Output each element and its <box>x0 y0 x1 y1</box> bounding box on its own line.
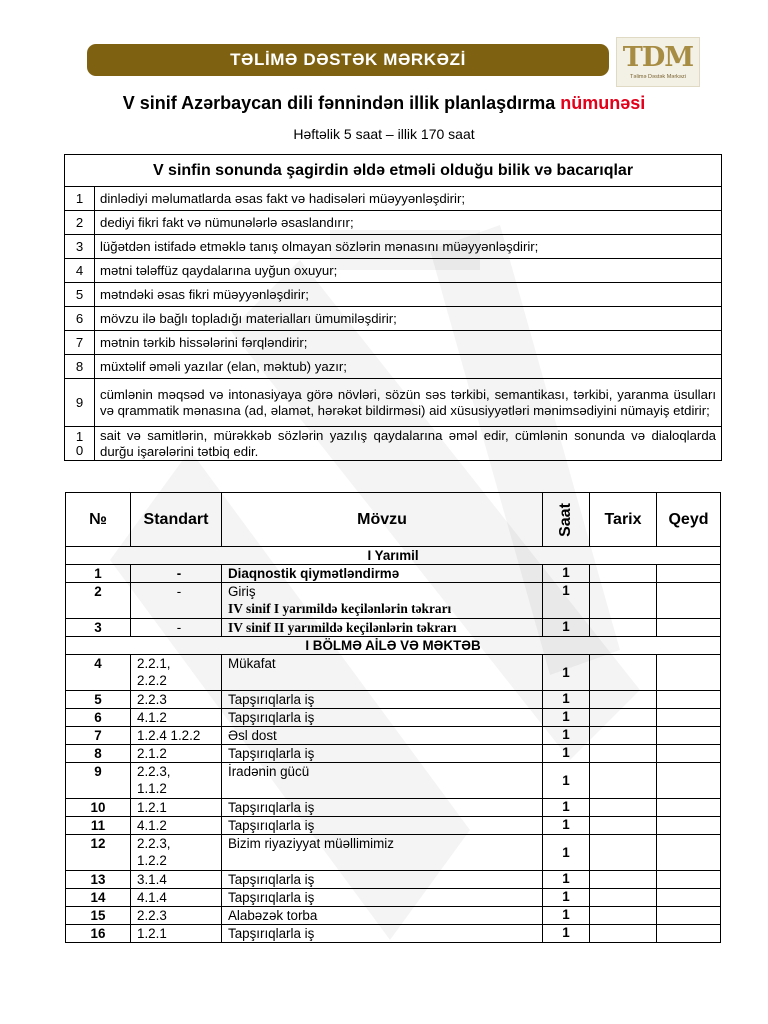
row-date <box>590 565 657 583</box>
outcome-text: cümlənin məqsəd və intonasiyaya görə növləri, sözün səs tərkibi, semantikası, tərkibi, yaranma üsulları və qrammatik mənasına (ad, əlamət, hərəkət bildirməsi) aid xüsusiyyətləri mənimsədiyini nümayiş etdirir; <box>95 379 722 427</box>
outcome-text: dinlədiyi məlumatlarda əsas fakt və hadisələri müəyyənləşdirir; <box>95 187 722 211</box>
row-topic: İradənin gücü <box>222 763 543 799</box>
logo <box>616 37 700 87</box>
row-standard: 3.1.4 <box>131 871 222 889</box>
outcome-text: dediyi fikri fakt və nümunələrlə əsaslandırır; <box>95 211 722 235</box>
row-number: 3 <box>66 619 131 637</box>
plan-header-row <box>66 493 721 547</box>
row-date <box>590 817 657 835</box>
row-hours: 1 <box>543 817 590 835</box>
row-date <box>590 709 657 727</box>
row-hours: 1 <box>543 691 590 709</box>
row-note <box>657 835 721 871</box>
row-note <box>657 925 721 943</box>
table-row <box>66 565 721 583</box>
row-date <box>590 835 657 871</box>
outcome-row <box>65 259 722 283</box>
row-note <box>657 691 721 709</box>
row-hours: 1 <box>543 619 590 637</box>
table-row <box>66 619 721 637</box>
row-standard: 1.2.1 <box>131 799 222 817</box>
table-row <box>66 907 721 925</box>
row-date <box>590 763 657 799</box>
row-topic: IV sinif II yarımildə keçilənlərin təkrarı <box>222 619 543 637</box>
page-title <box>0 93 768 114</box>
row-note <box>657 871 721 889</box>
row-note <box>657 727 721 745</box>
row-number: 10 <box>66 799 131 817</box>
title-highlight: nümunəsi <box>560 93 646 113</box>
header-hours-label: Saat <box>556 502 574 537</box>
section-title: I Yarımil <box>66 547 721 565</box>
row-topic <box>222 583 543 619</box>
page-subtitle: Həftəlik 5 saat – illik 170 saat <box>293 126 475 142</box>
row-note <box>657 907 721 925</box>
table-row <box>66 889 721 907</box>
outcome-text: mövzu ilə bağlı topladığı materialları ümumiləşdirir; <box>95 307 722 331</box>
outcome-row <box>65 379 722 427</box>
row-topic: Bizim riyaziyyat müəllimimiz <box>222 835 543 871</box>
row-standard-line: 2.2.3, <box>137 836 171 851</box>
table-row <box>66 583 721 619</box>
table-row <box>66 727 721 745</box>
table-row <box>66 655 721 691</box>
row-standard <box>131 655 222 691</box>
header-standard: Standart <box>131 493 222 547</box>
table-row <box>66 763 721 799</box>
outcome-row <box>65 307 722 331</box>
outcome-number <box>65 427 95 461</box>
row-date <box>590 925 657 943</box>
table-row <box>66 871 721 889</box>
row-number: 7 <box>66 727 131 745</box>
row-topic: Mükafat <box>222 655 543 691</box>
header-no: № <box>66 493 131 547</box>
row-number: 8 <box>66 745 131 763</box>
row-standard: 1.2.1 <box>131 925 222 943</box>
outcome-number: 2 <box>65 211 95 235</box>
row-topic: Tapşırıqlarla iş <box>222 889 543 907</box>
row-hours: 1 <box>543 925 590 943</box>
row-topic: Tapşırıqlarla iş <box>222 799 543 817</box>
outcome-text: müxtəlif əməli yazılar (elan, məktub) yazır; <box>95 355 722 379</box>
row-topic: Diaqnostik qiymətləndirmə <box>222 565 543 583</box>
row-number: 9 <box>66 763 131 799</box>
row-hours: 1 <box>543 565 590 583</box>
row-hours: 1 <box>543 835 590 871</box>
row-hours: 1 <box>543 745 590 763</box>
row-topic: Alabəzək torba <box>222 907 543 925</box>
row-number: 1 <box>66 565 131 583</box>
row-date <box>590 655 657 691</box>
row-topic-line: Giriş <box>228 584 256 599</box>
row-hours: 1 <box>543 799 590 817</box>
table-row <box>66 709 721 727</box>
row-standard-line: 2.2.1, <box>137 656 171 671</box>
outcome-number: 6 <box>65 307 95 331</box>
header-topic: Mövzu <box>222 493 543 547</box>
row-note <box>657 619 721 637</box>
row-date <box>590 871 657 889</box>
row-note <box>657 889 721 907</box>
outcome-row <box>65 211 722 235</box>
row-number: 5 <box>66 691 131 709</box>
title-main: V sinif Azərbaycan dili fənnindən illik planlaşdırma <box>122 93 561 113</box>
row-hours: 1 <box>543 763 590 799</box>
row-standard: 2.2.3 <box>131 691 222 709</box>
outcome-text: mətni tələffüz qaydalarına uyğun oxuyur; <box>95 259 722 283</box>
row-standard-line: 1.1.2 <box>137 781 167 796</box>
row-note <box>657 745 721 763</box>
table-row <box>66 817 721 835</box>
outcome-row <box>65 355 722 379</box>
row-hours: 1 <box>543 871 590 889</box>
row-hours: 1 <box>543 907 590 925</box>
outcome-text: sait və samitlərin, mürəkkəb sözlərin yazılış qaydalarına əməl edir, cümlənin sonunda və dialoqlarda durğu işarələrini tətbiq edir. <box>95 427 722 461</box>
row-standard <box>131 835 222 871</box>
row-date <box>590 745 657 763</box>
row-hours: 1 <box>543 889 590 907</box>
section-row <box>66 547 721 565</box>
row-number: 16 <box>66 925 131 943</box>
row-standard: 1.2.4 1.2.2 <box>131 727 222 745</box>
outcomes-header: V sinfin sonunda şagirdin əldə etməli olduğu bilik və bacarıqlar <box>65 155 722 187</box>
section-row <box>66 637 721 655</box>
row-date <box>590 799 657 817</box>
row-number: 15 <box>66 907 131 925</box>
row-standard-line: 2.2.2 <box>137 673 167 688</box>
banner-title: TƏLİMƏ DƏSTƏK MƏRKƏZİ <box>230 50 466 69</box>
row-hours: 1 <box>543 583 590 619</box>
outcome-row <box>65 331 722 355</box>
header-banner <box>87 44 609 76</box>
outcome-row <box>65 187 722 211</box>
outcome-number: 7 <box>65 331 95 355</box>
outcome-number: 9 <box>65 379 95 427</box>
row-topic: Tapşırıqlarla iş <box>222 925 543 943</box>
row-standard: 2.2.3 <box>131 907 222 925</box>
outcome-number-part: 0 <box>75 442 84 458</box>
row-note <box>657 655 721 691</box>
row-standard: 4.1.2 <box>131 817 222 835</box>
table-row <box>66 691 721 709</box>
row-date <box>590 691 657 709</box>
row-note <box>657 817 721 835</box>
row-topic: Əsl dost <box>222 727 543 745</box>
row-topic: Tapşırıqlarla iş <box>222 871 543 889</box>
row-number: 6 <box>66 709 131 727</box>
outcome-number: 5 <box>65 283 95 307</box>
row-number: 12 <box>66 835 131 871</box>
row-standard-line: 1.2.2 <box>137 853 167 868</box>
row-number: 2 <box>66 583 131 619</box>
row-date <box>590 619 657 637</box>
row-topic: Tapşırıqlarla iş <box>222 691 543 709</box>
header-date: Tarix <box>590 493 657 547</box>
row-standard <box>131 763 222 799</box>
row-note <box>657 763 721 799</box>
row-hours: 1 <box>543 727 590 745</box>
row-number: 13 <box>66 871 131 889</box>
row-note <box>657 583 721 619</box>
row-date <box>590 583 657 619</box>
table-row <box>66 745 721 763</box>
row-topic-line: IV sinif I yarımildə keçilənlərin təkrarı <box>228 601 452 616</box>
outcome-number-part: 1 <box>75 428 84 444</box>
row-number: 11 <box>66 817 131 835</box>
row-hours: 1 <box>543 709 590 727</box>
outcome-number: 4 <box>65 259 95 283</box>
logo-mark: TDM <box>622 41 694 73</box>
header-note: Qeyd <box>657 493 721 547</box>
row-note <box>657 799 721 817</box>
outcome-row <box>65 283 722 307</box>
table-row <box>66 925 721 943</box>
outcome-text: mətnin tərkib hissələrini fərqləndirir; <box>95 331 722 355</box>
plan-table <box>65 492 721 943</box>
outcome-row <box>65 427 722 461</box>
row-standard: 2.1.2 <box>131 745 222 763</box>
row-standard: - <box>131 583 222 619</box>
outcome-row <box>65 235 722 259</box>
row-topic: Tapşırıqlarla iş <box>222 709 543 727</box>
row-topic: Tapşırıqlarla iş <box>222 817 543 835</box>
row-note <box>657 709 721 727</box>
section-title: I BÖLMƏ AİLƏ VƏ MƏKTƏB <box>66 637 721 655</box>
outcome-number: 3 <box>65 235 95 259</box>
row-date <box>590 727 657 745</box>
row-number: 14 <box>66 889 131 907</box>
outcome-number: 1 <box>65 187 95 211</box>
row-hours: 1 <box>543 655 590 691</box>
row-note <box>657 565 721 583</box>
row-number: 4 <box>66 655 131 691</box>
outcome-text: lüğətdən istifadə etməklə tanış olmayan sözlərin mənasını müəyyənləşdirir; <box>95 235 722 259</box>
row-date <box>590 907 657 925</box>
outcome-number: 8 <box>65 355 95 379</box>
row-standard: - <box>131 565 222 583</box>
row-topic: Tapşırıqlarla iş <box>222 745 543 763</box>
outcomes-table <box>64 154 722 461</box>
row-standard: 4.1.4 <box>131 889 222 907</box>
row-standard-line: 2.2.3, <box>137 764 171 779</box>
header-hours <box>543 493 590 547</box>
table-row <box>66 835 721 871</box>
row-date <box>590 889 657 907</box>
row-standard: - <box>131 619 222 637</box>
row-standard: 4.1.2 <box>131 709 222 727</box>
table-row <box>66 799 721 817</box>
logo-subtitle: Təlimə Dəstək Mərkəzi <box>630 73 686 80</box>
outcome-text: mətndəki əsas fikri müəyyənləşdirir; <box>95 283 722 307</box>
